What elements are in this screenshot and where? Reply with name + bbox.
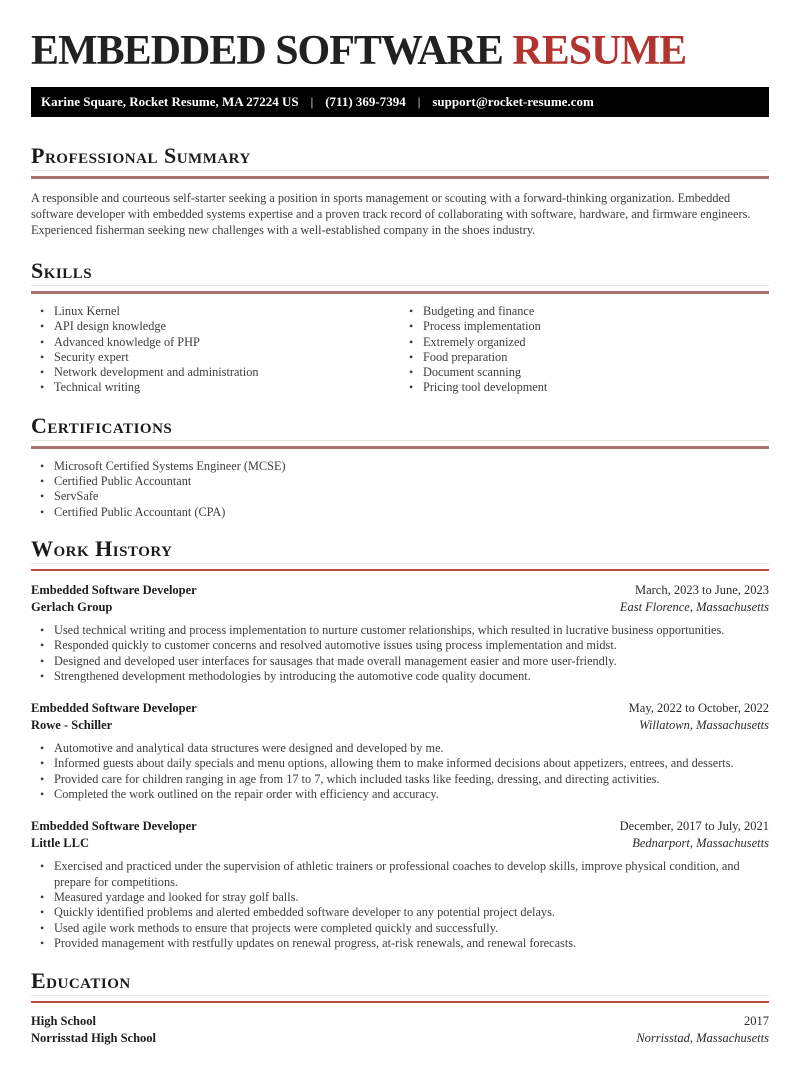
education-location: Norrisstad, Massachusetts	[636, 1031, 769, 1046]
education-heading: Education	[31, 969, 769, 996]
title-accent-text: RESUME	[512, 28, 687, 74]
job-bullet: • Quickly identified problems and alerted embedded software developer to any potential project delays.	[31, 905, 769, 920]
job-bullet: • Informed guests about daily specials and menu options, allowing them to make informed decisions about appetizers, entrees, and desserts.	[31, 756, 769, 771]
job-company: Gerlach Group	[31, 599, 113, 614]
section-certifications	[31, 414, 769, 520]
job-title: Embedded Software Developer	[31, 582, 197, 597]
job-dates: December, 2017 to July, 2021	[619, 819, 769, 834]
contact-email: support@rocket-resume.com	[432, 94, 594, 109]
skill-item: • Food preparation	[400, 350, 769, 365]
section-work-history	[31, 537, 769, 951]
education-school: Norrisstad High School	[31, 1031, 157, 1046]
job-bullet-list	[31, 741, 769, 802]
skill-item: • Network development and administration	[31, 365, 400, 380]
section-rule	[31, 1001, 769, 1003]
skill-item: • Linux Kernel	[31, 304, 400, 319]
section-professional-summary	[31, 144, 769, 238]
job-company-row	[31, 599, 769, 616]
job-bullet: • Measured yardage and looked for stray golf balls.	[31, 890, 769, 905]
job-entry	[31, 582, 769, 684]
contact-separator: |	[417, 94, 421, 109]
section-rule	[31, 176, 769, 179]
section-skills	[31, 259, 769, 396]
skill-item: • Pricing tool development	[400, 380, 769, 395]
education-degree: High School	[31, 1014, 96, 1029]
skill-item: • Document scanning	[400, 365, 769, 380]
job-title: Embedded Software Developer	[31, 819, 197, 834]
education-year: 2017	[744, 1014, 769, 1029]
skill-item: • Process implementation	[400, 319, 769, 334]
job-bullet: • Used agile work methods to ensure that projects were completed quickly and successfully.	[31, 921, 769, 936]
certifications-list	[31, 459, 769, 520]
job-title-row	[31, 582, 769, 599]
job-bullet: • Automotive and analytical data structures were designed and developed by me.	[31, 741, 769, 756]
education-entry	[31, 1013, 769, 1047]
professional-summary-heading: Professional Summary	[31, 144, 769, 171]
job-bullet: • Provided care for children ranging in age from 17 to 7, which included tasks like feeding, dressing, and directing activities.	[31, 772, 769, 787]
job-bullet: • Strengthened development methodologies by introducing the automotive code quality document.	[31, 669, 769, 684]
certification-item: • Certified Public Accountant	[31, 474, 769, 489]
summary-text: A responsible and courteous self-starter seeking a position in sports management or scouting with a forward-thinking organization. Embedded software developer with embedded systems expertise and a proven track record of collaborating with software, hardware, and firmware engineers. Experienced fisherman seeking new challenges with a well-established company in the shoes industry.	[31, 191, 751, 237]
skill-item: • Extremely organized	[400, 335, 769, 350]
education-school-row	[31, 1030, 769, 1047]
contact-separator: |	[310, 94, 314, 109]
job-dates: May, 2022 to October, 2022	[628, 701, 769, 716]
section-education	[31, 969, 769, 1047]
job-title-row	[31, 700, 769, 717]
skill-item: • Budgeting and finance	[400, 304, 769, 319]
job-dates: March, 2023 to June, 2023	[634, 582, 769, 597]
certification-item: • Microsoft Certified Systems Engineer (MCSE)	[31, 459, 769, 474]
skills-list-left	[31, 304, 400, 396]
job-title-row	[31, 818, 769, 835]
skill-item: • API design knowledge	[31, 319, 400, 334]
job-company-row	[31, 717, 769, 734]
job-bullet: • Used technical writing and process implementation to nurture customer relationships, which resulted in lucrative business opportunities.	[31, 623, 769, 638]
job-company-row	[31, 835, 769, 852]
job-company: Little LLC	[31, 836, 89, 851]
skills-list-right	[400, 304, 769, 396]
certifications-heading: Certifications	[31, 414, 769, 441]
job-bullet: • Responded quickly to customer concerns and resolved automotive issues using process implementation and midst.	[31, 638, 769, 653]
skills-columns	[31, 294, 769, 396]
job-location: Willatown, Massachusetts	[639, 718, 769, 733]
job-title: Embedded Software Developer	[31, 701, 197, 716]
certification-item: • ServSafe	[31, 489, 769, 504]
job-entry	[31, 818, 769, 951]
work-history-heading: Work History	[31, 537, 769, 564]
contact-address: Karine Square, Rocket Resume, MA 27224 US	[41, 94, 299, 109]
job-bullet-list	[31, 859, 769, 951]
skills-heading: Skills	[31, 259, 769, 286]
job-bullet: • Completed the work outlined on the repair order with efficiency and accuracy.	[31, 787, 769, 802]
job-location: East Florence, Massachusetts	[619, 599, 769, 614]
skill-item: • Advanced knowledge of PHP	[31, 335, 400, 350]
job-bullet: • Exercised and practiced under the supervision of athletic trainers or professional coaches to develop skills, improve physical condition, and prepare for competitions.	[31, 859, 769, 890]
job-bullet: • Provided management with restfully updates on renewal progress, at-risk renewals, and renewal forecasts.	[31, 936, 769, 951]
job-entry	[31, 700, 769, 802]
job-company: Rowe - Schiller	[31, 718, 113, 733]
certification-item: • Certified Public Accountant (CPA)	[31, 505, 769, 520]
resume-page	[0, 30, 800, 1047]
skill-item: • Technical writing	[31, 380, 400, 395]
contact-phone: (711) 369-7394	[325, 94, 406, 109]
education-degree-row	[31, 1013, 769, 1030]
section-rule	[31, 446, 769, 449]
title-text: EMBEDDED SOFTWARE	[31, 28, 503, 74]
job-location: Bednarport, Massachusetts	[632, 836, 769, 851]
section-rule	[31, 569, 769, 571]
contact-bar	[31, 87, 769, 117]
job-bullet: • Designed and developed user interfaces for sausages that made overall management easier and more user-friendly.	[31, 654, 769, 669]
page-title	[31, 30, 769, 72]
skill-item: • Security expert	[31, 350, 400, 365]
job-bullet-list	[31, 623, 769, 684]
